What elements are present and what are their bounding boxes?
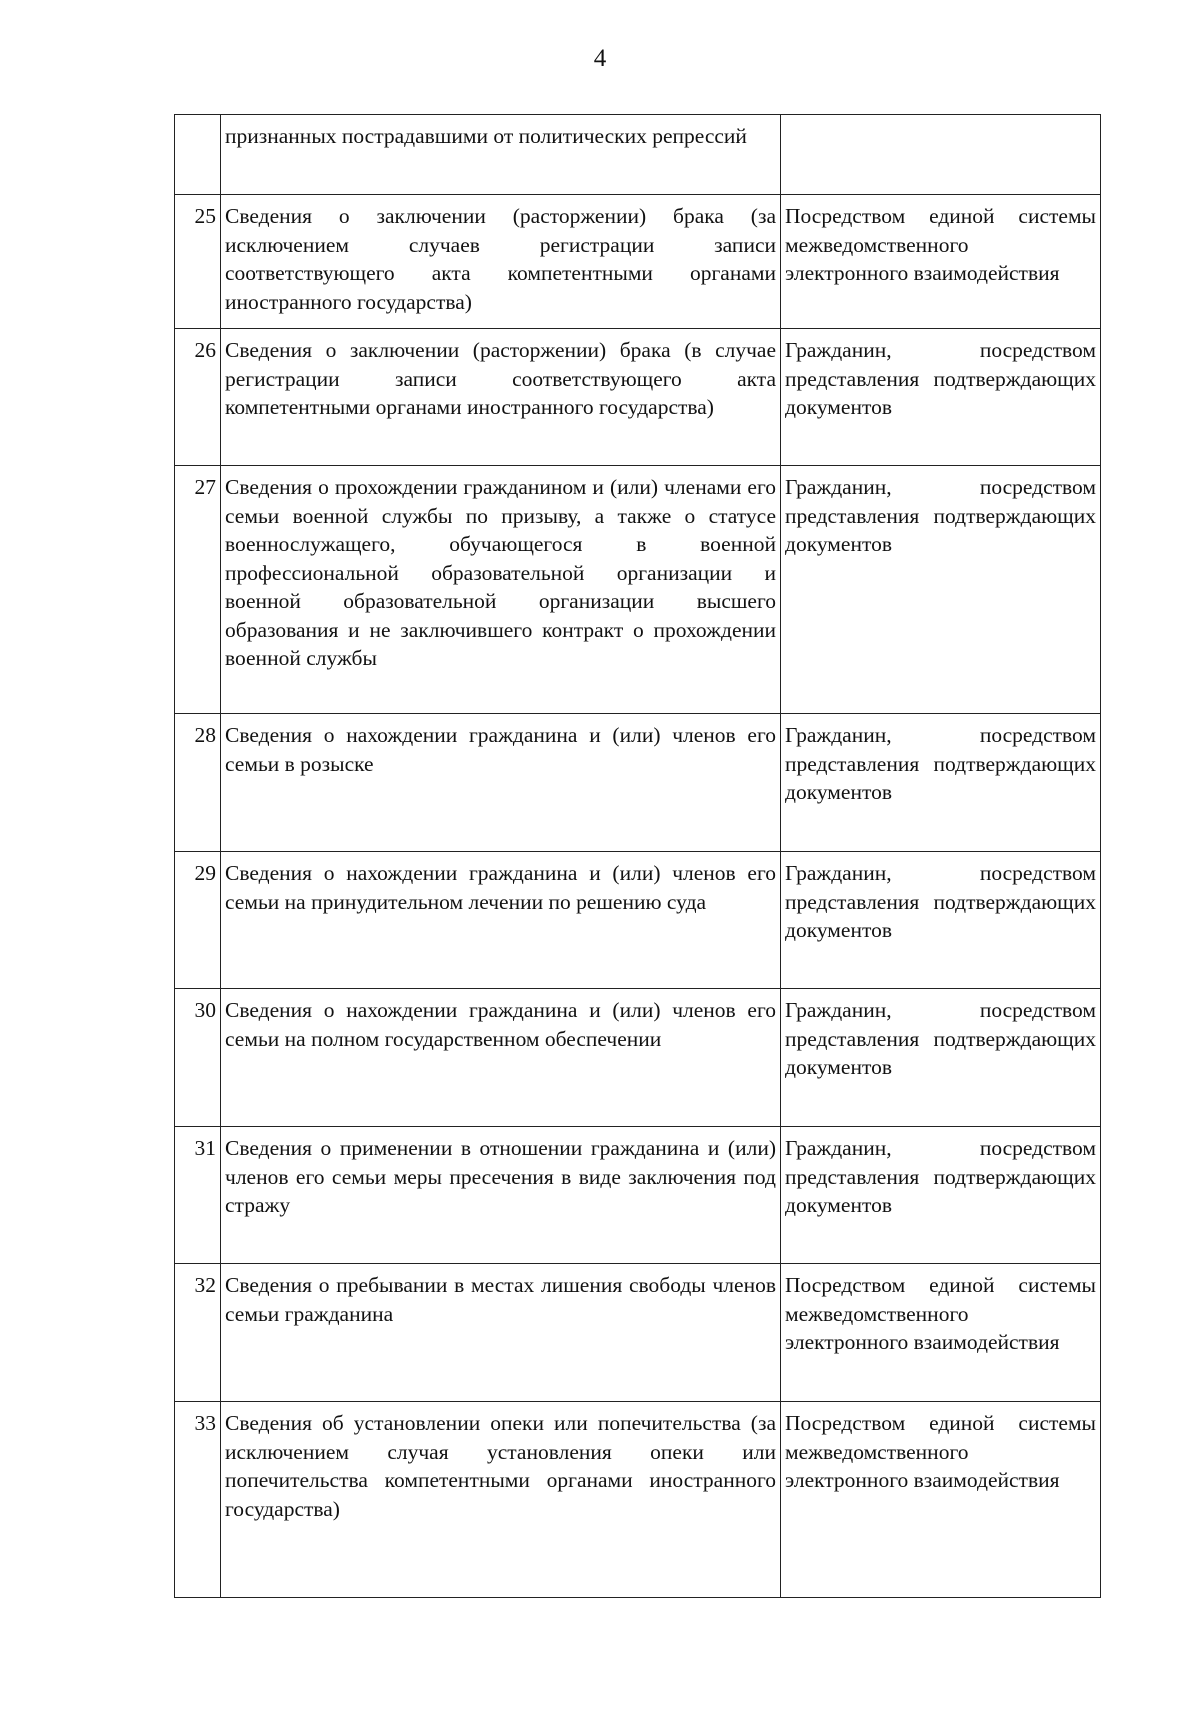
table-row <box>175 852 1101 989</box>
row-number: 29 <box>175 852 221 989</box>
table-row <box>175 1264 1101 1402</box>
row-number: 28 <box>175 714 221 852</box>
row-description: Сведения о нахождении гражданина и (или) членов его семьи на принудительном лечении по решению суда <box>221 852 781 989</box>
table-row <box>175 1127 1101 1264</box>
row-number: 27 <box>175 466 221 714</box>
row-method: Посредством единой системы межведомственного электронного взаимодействия <box>781 1402 1101 1598</box>
row-description: Сведения о применении в отношении гражданина и (или) членов его семьи меры пресечения в виде заключения под стражу <box>221 1127 781 1264</box>
table-row <box>175 1402 1101 1598</box>
row-number: 25 <box>175 195 221 329</box>
row-method <box>781 115 1101 195</box>
row-description: Сведения об установлении опеки или попечительства (за исключением случая установления опеки или попечительства компетентными органами иностранного государства) <box>221 1402 781 1598</box>
table-row <box>175 714 1101 852</box>
row-number <box>175 115 221 195</box>
row-method: Посредством единой системы межведомственного электронного взаимодействия <box>781 195 1101 329</box>
row-number: 26 <box>175 329 221 466</box>
row-method: Гражданин, посредством представления подтверждающих документов <box>781 1127 1101 1264</box>
row-number: 33 <box>175 1402 221 1598</box>
row-method: Гражданин, посредством представления подтверждающих документов <box>781 329 1101 466</box>
table-row <box>175 466 1101 714</box>
row-method: Гражданин, посредством представления подтверждающих документов <box>781 989 1101 1127</box>
row-description: Сведения о заключении (расторжении) брака (за исключением случаев регистрации записи соответствующего акта компетентными органами иностранного государства) <box>221 195 781 329</box>
row-number: 31 <box>175 1127 221 1264</box>
table-row <box>175 115 1101 195</box>
row-method: Гражданин, посредством представления подтверждающих документов <box>781 714 1101 852</box>
row-description: Сведения о нахождении гражданина и (или) членов его семьи на полном государственном обеспечении <box>221 989 781 1127</box>
records-table-body <box>175 115 1101 1598</box>
row-method: Гражданин, посредством представления подтверждающих документов <box>781 466 1101 714</box>
row-description: Сведения о заключении (расторжении) брака (в случае регистрации записи соответствующего акта компетентными органами иностранного государства) <box>221 329 781 466</box>
row-number: 32 <box>175 1264 221 1402</box>
row-description: Сведения о пребывании в местах лишения свободы членов семьи гражданина <box>221 1264 781 1402</box>
row-method: Гражданин, посредством представления подтверждающих документов <box>781 852 1101 989</box>
table-row <box>175 195 1101 329</box>
row-number: 30 <box>175 989 221 1127</box>
row-description: Сведения о прохождении гражданином и (или) членами его семьи военной службы по призыву, а также о статусе военнослужащего, обучающегося в военной профессиональной образовательной организации и военной образовательной организации высшего образования и не заключившего контракт о прохождении военной службы <box>221 466 781 714</box>
row-description: признанных пострадавшими от политических репрессий <box>221 115 781 195</box>
row-description: Сведения о нахождении гражданина и (или) членов его семьи в розыске <box>221 714 781 852</box>
page-number: 4 <box>593 45 607 72</box>
table-row <box>175 329 1101 466</box>
row-method: Посредством единой системы межведомственного электронного взаимодействия <box>781 1264 1101 1402</box>
records-table <box>174 114 1101 1598</box>
table-row <box>175 989 1101 1127</box>
